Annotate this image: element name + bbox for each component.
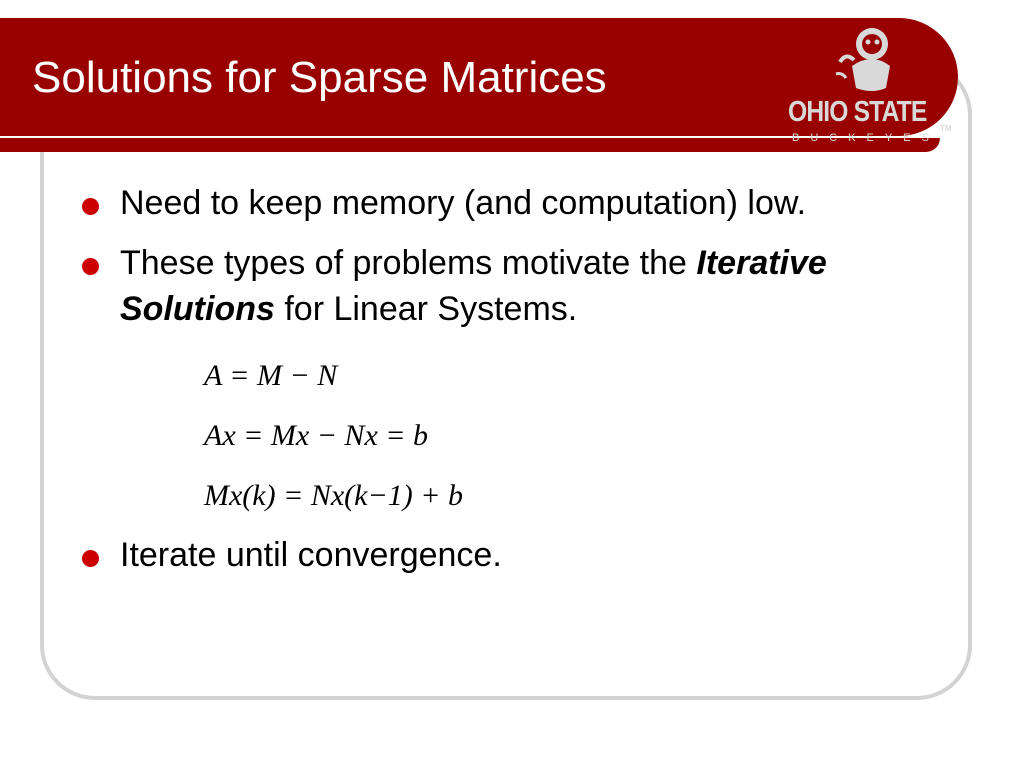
bullet-dot-icon <box>82 550 99 567</box>
logo-wordmark: OHIO STATE <box>788 96 927 128</box>
equation-text: A = M − N <box>204 359 338 392</box>
equation-block <box>204 346 958 526</box>
bullet-text: Need to keep memory (and computation) low. <box>120 184 807 222</box>
logo-trademark: TM <box>940 124 952 133</box>
bullet-item <box>78 180 958 226</box>
brutus-mascot-icon <box>832 22 902 94</box>
bullet-dot-icon <box>82 198 99 215</box>
bullet-item <box>78 240 958 332</box>
bullet-dot-icon <box>82 258 99 275</box>
slide-body <box>78 180 958 592</box>
equation <box>204 346 958 406</box>
equation-text: Ax = Mx − Nx = b <box>204 419 429 452</box>
equation-text: Mx(k) = Nx(k−1) + b <box>204 479 463 512</box>
bullet-text: Iterate until convergence. <box>120 536 502 574</box>
slide-title: Solutions for Sparse Matrices <box>32 53 607 102</box>
logo-subtitle: BUCKEYES <box>792 132 940 144</box>
bullet-item <box>78 532 958 578</box>
bullet-text-suffix: for Linear Systems. <box>284 290 578 328</box>
equation <box>204 406 958 466</box>
bullet-emphasis: Iterative Solutions <box>120 244 827 328</box>
equation <box>204 466 958 526</box>
ohio-state-logo <box>780 22 955 142</box>
bullet-text-prefix: These types of problems motivate the <box>120 244 687 282</box>
